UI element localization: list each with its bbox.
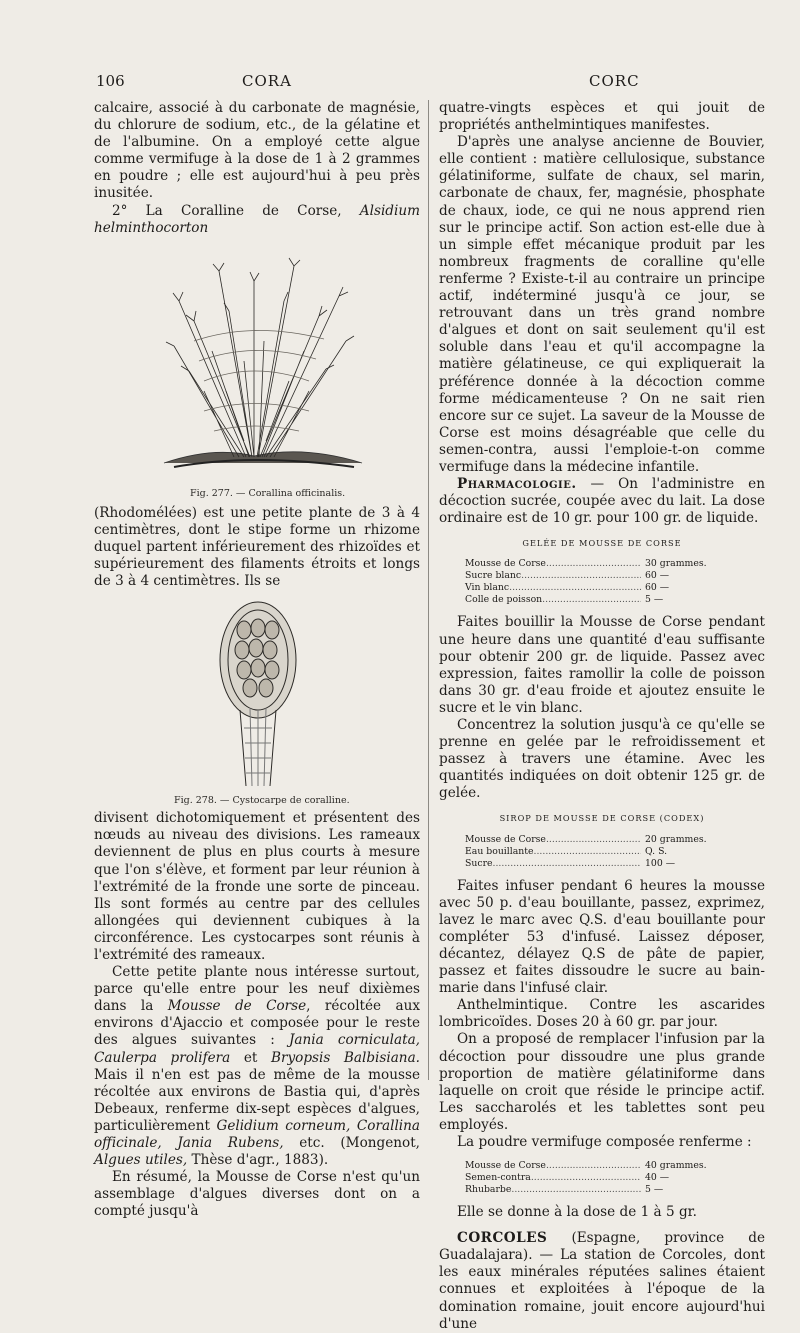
right-paragraph-1: quatre-vingts espèces et qui jouit de propriétés anthelmintiques manifestes. xyxy=(439,100,765,134)
recipe-1-title: GELÉE DE MOUSSE DE CORSE xyxy=(522,538,682,549)
corcoles-entry: CORCOLES (Espagne, province de Guadalajara). — La station de Corcoles, dont les eaux minérales réputées salines étaient connues et exploitées à l'époque de la domination romaine, jouit encore aujourd'hui d'une xyxy=(439,1230,765,1332)
recipe-2-title: SIROP DE MOUSSE DE CORSE (CODEX) xyxy=(499,813,705,824)
right-paragraph-5: Faites infuser pendant 6 heures la mousse avec 50 p. d'eau bouillante, passez, exprimez, lavez le marc avec Q.S. d'eau bouillante pour compléter 53 d'infusé. Laissez déposer, décantez, délayez Q.S de pâte de papier, passez et faites dissoudre le sucre au bain-marie dans l'infusé clair. xyxy=(439,877,765,997)
page-number: 106 xyxy=(96,72,125,90)
recipe-2-list xyxy=(465,834,729,870)
header-right-word: CORC xyxy=(589,72,640,90)
recipe-row: Colle de poisson ..... 5 — xyxy=(465,594,729,606)
pharmacology-label: Pharmacologie. xyxy=(457,476,577,493)
recipe-row: Sucre ..... 100 — xyxy=(465,858,729,870)
left-paragraph-4: divisent dichotomiquement et présentent des nœuds au niveau des divisions. Les rameaux deviennent de plus en plus courts à mesure que l'on s'élève, et forment par leur réunion à l'extrémité de la fronde une sorte de pinceau. Ils sont formés au centre par des cellules allongées qui deviennent cubiques à la circonférence. Les cystocarpes sont réunis à l'extrémité des rameaux. xyxy=(94,810,420,963)
recipe-row: Mousse de Corse ..... 30 grammes. xyxy=(465,558,729,570)
left-paragraph-5: Cette petite plante nous intéresse surtout, parce qu'elle entre pour les neuf dixièmes dans la Mousse de Corse, récoltée aux environs d'Ajaccio et composée pour le reste des algues suivantes : Jania corniculata, Caulerpa prolifera et Bryopsis Balbisiana. Mais il n'en est pas de même de la mousse récoltée aux environs de Bastia qui, d'après Debeaux, renferme dix-sept espèces d'algues, particulièrement Gelidium corneum, Corallina officinale, Jania Rubens, etc. (Mongenot, Algues utiles, Thèse d'agr., 1883). xyxy=(94,964,420,1169)
left-column xyxy=(94,100,420,1220)
right-paragraph-3: Faites bouillir la Mousse de Corse pendant une heure dans une quantité d'eau suffisante pour obtenir 200 gr. de liquide. Passez avec expression, faites ramollir la colle de poisson dans 30 gr. d'eau froide et ajoutez ensuite le sucre et le vin blanc. xyxy=(439,614,765,716)
running-header xyxy=(0,72,800,96)
figure-277-caption: Fig. 277. — Corallina officinalis. xyxy=(190,487,346,499)
figure-277 xyxy=(94,241,420,503)
left-paragraph-1: calcaire, associé à du carbonate de magnésie, du chlorure de sodium, etc., de la gélatine et de l'albumine. On a employé cette algue comme vermifuge à la dose de 1 à 2 grammes en poudre ; elle est aujourd'hui à peu près inusitée. xyxy=(94,100,420,202)
recipe-row: Rhubarbe ..... 5 — xyxy=(465,1184,729,1196)
recipe-row: Mousse de Corse ..... 20 grammes. xyxy=(465,834,729,846)
right-paragraph-8: La poudre vermifuge composée renferme : xyxy=(457,1133,752,1150)
figure-278-caption: Fig. 278. — Cystocarpe de coralline. xyxy=(174,795,350,807)
left-paragraph-3: (Rhodomélées) est une petite plante de 3 à 4 centimètres, dont le stipe forme un rhizome duquel partent inférieurement des rhizoïdes et supérieurement des filaments étroits et longs de 3 à 4 centimètres. Ils se xyxy=(94,504,420,590)
species-name: Alsidium helminthocorton xyxy=(94,202,420,236)
right-paragraph-9: Elle se donne à la dose de 1 à 5 gr. xyxy=(457,1204,697,1221)
coralline-plant-illustration xyxy=(94,241,420,481)
recipe-row: Sucre blanc ..... 60 — xyxy=(465,570,729,582)
recipe-row: Mousse de Corse ..... 40 grammes. xyxy=(465,1160,729,1172)
recipe-row: Eau bouillante ..... Q. S. xyxy=(465,846,729,858)
left-paragraph-2: 2° La Coralline de Corse, Alsidium helminthocorton xyxy=(94,202,420,236)
right-paragraph-2: D'après une analyse ancienne de Bouvier, elle contient : matière cellulosique, substance gélatiniforme, sulfate de chaux, sel marin, carbonate de chaux, fer, magnésie, phosphate de chaux, iode, ce qui ne nous apprend rien sur le principe actif. Son action est-elle due à un simple effet mécanique produit par les nombreux fragments de coralline qu'elle renferme ? Existe-t-il au contraire un principe actif, indéterminé jusqu'à ce jour, se retrouvant dans un très grand nombre d'algues et dont on sait seulement qu'il est soluble dans l'eau et qu'il accompagne la matière gélatineuse, ce qui expliquerait la préférence donnée à la décoction comme forme médicamenteuse ? On ne sait rien encore sur ce sujet. La saveur de la Mousse de Corse est moins désagréable que celle du semen-contra, aussi l'emploie-t-on comme vermifuge dans la médecine infantile. xyxy=(439,134,765,475)
right-paragraph-4: Concentrez la solution jusqu'à ce qu'elle se prenne en gelée par le refroidissement et passez à travers une étamine. Avec les quantités indiquées on doit obtenir 125 gr. de gelée. xyxy=(439,717,765,802)
left-paragraph-6: En résumé, la Mousse de Corse n'est qu'un assemblage d'algues diverses dont on a compté jusqu'à xyxy=(94,1169,420,1220)
cystocarp-illustration xyxy=(94,598,420,788)
recipe-row: Semen-contra ..... 40 — xyxy=(465,1172,729,1184)
recipe-3-list xyxy=(465,1160,729,1196)
figure-278 xyxy=(94,598,420,808)
recipe-1-list xyxy=(465,558,729,606)
right-paragraph-7: On a proposé de remplacer l'infusion par la décoction pour dissoudre une plus grande proportion de matière gélatiniforme dans laquelle on croit que réside le principe actif. Les saccharolés et les tablettes sont peu employés. xyxy=(439,1031,765,1133)
recipe-row: Vin blanc ..... 60 — xyxy=(465,582,729,594)
right-column xyxy=(439,100,765,1333)
column-divider xyxy=(428,100,429,1080)
right-paragraph-6: Anthelmintique. Contre les ascarides lombricoïdes. Doses 20 à 60 gr. par jour. xyxy=(439,997,765,1031)
pharmacology-paragraph: Pharmacologie. — On l'administre en décoction sucrée, coupée avec du lait. La dose ordinaire est de 10 gr. pour 100 gr. de liquide. xyxy=(439,476,765,527)
header-left-word: CORA xyxy=(242,72,292,90)
corcoles-headword: CORCOLES xyxy=(457,1230,548,1247)
